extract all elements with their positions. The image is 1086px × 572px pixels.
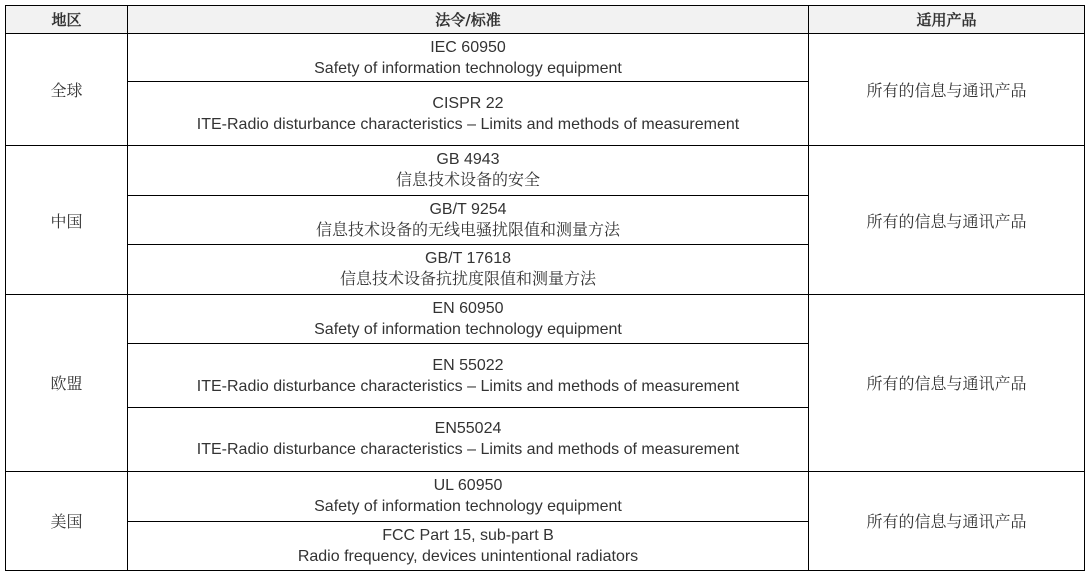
standard-cell: [128, 195, 809, 244]
products-cell-usa: 所有的信息与通讯产品: [809, 471, 1085, 570]
standard-code: EN 60950: [432, 300, 504, 317]
products-cell-global: 所有的信息与通讯产品: [809, 34, 1085, 146]
products-cell-eu: 所有的信息与通讯产品: [809, 294, 1085, 471]
standard-code: EN 55022: [432, 356, 504, 374]
standard-cell: [128, 294, 809, 343]
standard-code: GB 4943: [436, 151, 500, 169]
standard-desc: Safety of information technology equipment: [314, 59, 622, 77]
products-cell-china: 所有的信息与通讯产品: [809, 146, 1085, 295]
standard-desc: Safety of information technology equipment: [314, 321, 622, 338]
header-standard: 法令/标准: [128, 6, 809, 34]
standard-desc: 信息技术设备的无线电骚扰限值和测量方法: [315, 221, 620, 239]
region-cell-china: 中国: [6, 146, 128, 295]
standard-cell: [128, 471, 809, 521]
standard-desc: ITE-Radio disturbance characteristics – Limits and methods of measurement: [196, 441, 740, 459]
standard-cell: [128, 244, 809, 294]
header-region: 地区: [6, 6, 128, 34]
region-cell-global: 全球: [6, 34, 128, 146]
table-row: [6, 146, 1085, 195]
header-row: [6, 6, 1085, 34]
standard-cell: [128, 521, 809, 570]
standard-desc: ITE-Radio disturbance characteristics – Limits and methods of measurement: [196, 115, 740, 133]
standard-cell: [128, 344, 809, 408]
standard-code: GB/T 17618: [425, 250, 511, 268]
table-row: [6, 34, 1085, 82]
header-products: 适用产品: [809, 6, 1085, 34]
standard-code: UL 60950: [433, 477, 503, 495]
standard-code: IEC 60950: [430, 38, 506, 56]
region-cell-usa: 美国: [6, 471, 128, 570]
standard-desc: Safety of information technology equipment: [314, 498, 622, 516]
standard-desc: ITE-Radio disturbance characteristics – Limits and methods of measurement: [196, 377, 740, 395]
table-row: [6, 471, 1085, 521]
standard-code: FCC Part 15, sub-part B: [382, 526, 554, 544]
region-cell-eu: 欧盟: [6, 294, 128, 471]
regulation-table: [5, 5, 1085, 571]
standard-desc: Radio frequency, devices unintentional radiators: [297, 547, 639, 565]
standard-cell: [128, 408, 809, 471]
standard-code: GB/T 9254: [429, 200, 507, 218]
standard-desc: 信息技术设备的安全: [395, 172, 540, 190]
standard-cell: [128, 34, 809, 82]
standard-desc: 信息技术设备抗扰度限值和测量方法: [339, 271, 596, 289]
table-row: [6, 294, 1085, 343]
standard-code: CISPR 22: [432, 94, 504, 112]
standard-cell: [128, 82, 809, 146]
standard-cell: [128, 146, 809, 195]
standard-code: EN55024: [434, 420, 502, 438]
